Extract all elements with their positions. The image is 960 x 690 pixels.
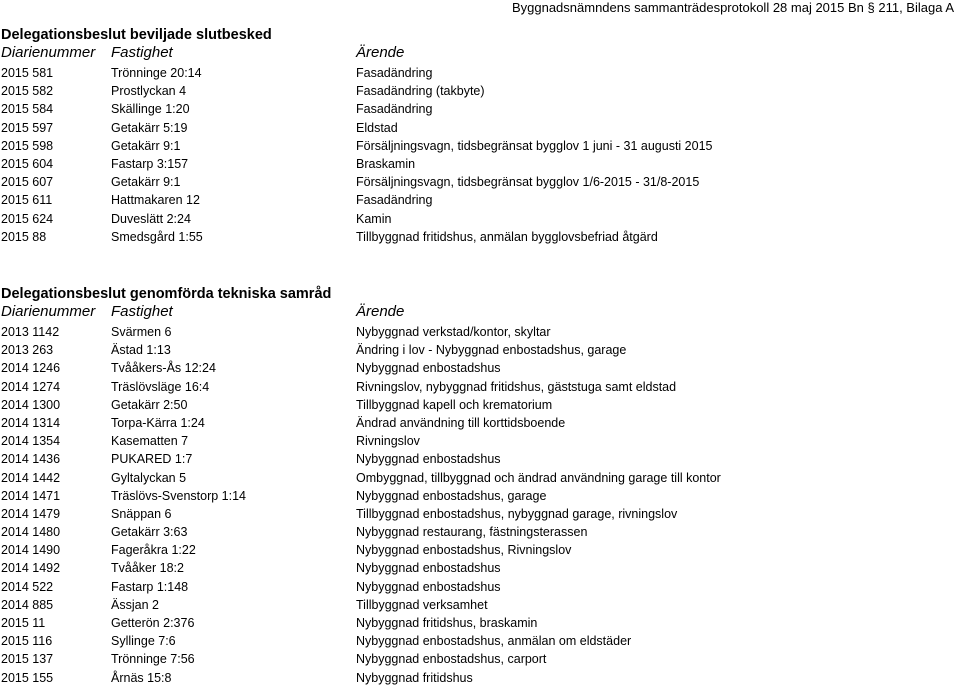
table-row: [0, 119, 960, 137]
cell-arende: Nybyggnad enbostadshus, Rivningslov: [356, 543, 572, 558]
protocol-header: Byggnadsnämndens sammanträdesprotokoll 28 maj 2015 Bn § 211, Bilaga A: [511, 0, 954, 15]
table-row: [0, 559, 960, 577]
cell-fastighet: Årnäs 15:8: [111, 670, 172, 685]
cell-diarienummer: 2015 116: [1, 634, 53, 649]
cell-fastighet: Ästad 1:13: [111, 343, 171, 358]
cell-fastighet: Trönninge 7:56: [111, 652, 195, 667]
cell-arende: Tillbyggnad verksamhet: [356, 597, 488, 612]
cell-fastighet: Hattmakaren 12: [111, 193, 200, 208]
cell-diarienummer: 2015 584: [1, 102, 54, 117]
cell-diarienummer: 2015 582: [1, 84, 54, 99]
cell-arende: Rivningslov, nybyggnad fritidshus, gäststuga samt eldstad: [356, 379, 677, 394]
cell-fastighet: Getakärr 5:19: [111, 120, 188, 135]
cell-arende: Nybyggnad enbostadshus: [356, 361, 501, 376]
cell-arende: Eldstad: [356, 120, 398, 135]
table-row: [0, 432, 960, 450]
cell-diarienummer: 2014 1490: [1, 543, 61, 558]
cell-fastighet: Syllinge 7:6: [111, 634, 176, 649]
column-headers: [0, 44, 960, 64]
cell-arende: Nybyggnad fritidshus: [356, 670, 473, 685]
column-headers: [0, 303, 960, 323]
cell-fastighet: Snäppan 6: [111, 506, 172, 521]
cell-arende: Kamin: [356, 211, 392, 226]
table-row: [0, 341, 960, 359]
cell-diarienummer: 2014 1492: [1, 561, 61, 576]
table-row: [0, 173, 960, 191]
cell-diarienummer: 2014 1471: [1, 488, 61, 503]
cell-diarienummer: 2015 155: [1, 670, 54, 685]
section-title: Delegationsbeslut genomförda tekniska samråd: [1, 286, 332, 302]
cell-arende: Nybyggnad enbostadshus: [356, 561, 501, 576]
cell-fastighet: Trönninge 20:14: [111, 66, 202, 80]
table-row: [0, 396, 960, 414]
table-row: [0, 541, 960, 559]
cell-arende: Fasadändring: [356, 66, 433, 80]
table-row: [0, 155, 960, 173]
cell-diarienummer: 2015 604: [1, 156, 54, 171]
cell-fastighet: Svärmen 6: [111, 325, 172, 339]
cell-diarienummer: 2014 1314: [1, 415, 61, 430]
section-slutbesked: [0, 26, 960, 246]
cell-arende: Försäljningsvagn, tidsbegränsat bygglov 1/6-2015 - 31/8-2015: [356, 175, 700, 190]
cell-fastighet: Prostlyckan 4: [111, 84, 187, 99]
cell-diarienummer: 2013 263: [1, 343, 54, 358]
cell-arende: Tillbyggnad kapell och krematorium: [356, 397, 553, 412]
cell-arende: Nybyggnad restaurang, fästningsterassen: [356, 525, 588, 540]
cell-arende: Fasadändring (takbyte): [356, 84, 485, 99]
cell-diarienummer: 2014 1300: [1, 397, 61, 412]
cell-arende: Nybyggnad verkstad/kontor, skyltar: [356, 325, 551, 339]
table-body: [0, 64, 960, 246]
cell-fastighet: Getakärr 3:63: [111, 525, 188, 540]
cell-diarienummer: 2014 1274: [1, 379, 61, 394]
table-row: [0, 505, 960, 523]
cell-fastighet: Träslövsläge 16:4: [111, 379, 210, 394]
column-header-fastighet: Fastighet: [111, 44, 173, 61]
column-header-diarienummer: Diarienummer: [1, 44, 96, 61]
section-title: Delegationsbeslut beviljade slutbesked: [1, 27, 272, 43]
table-row: [0, 64, 960, 82]
table-row: [0, 137, 960, 155]
cell-fastighet: Torpa-Kärra 1:24: [111, 415, 205, 430]
cell-arende: Ombyggnad, tillbyggnad och ändrad användning garage till kontor: [356, 470, 721, 485]
cell-arende: Nybyggnad enbostadshus, anmälan om eldstäder: [356, 634, 632, 649]
column-header-arende: Ärende: [356, 44, 405, 61]
table-row: [0, 378, 960, 396]
cell-diarienummer: 2015 624: [1, 211, 54, 226]
table-row: [0, 596, 960, 614]
cell-arende: Nybyggnad enbostadshus: [356, 579, 501, 594]
cell-fastighet: Gyltalyckan 5: [111, 470, 187, 485]
table-body: [0, 323, 960, 687]
cell-diarienummer: 2014 1480: [1, 525, 61, 540]
cell-fastighet: Tvååker 18:2: [111, 561, 184, 576]
cell-diarienummer: 2014 522: [1, 579, 54, 594]
cell-diarienummer: 2015 597: [1, 120, 54, 135]
cell-arende: Nybyggnad enbostadshus: [356, 452, 501, 467]
table-row: [0, 228, 960, 246]
cell-diarienummer: 2015 581: [1, 66, 54, 80]
table-row: [0, 359, 960, 377]
cell-diarienummer: 2015 607: [1, 175, 54, 190]
table-row: [0, 100, 960, 118]
cell-diarienummer: 2014 885: [1, 597, 54, 612]
cell-arende: Försäljningsvagn, tidsbegränsat bygglov 1 juni - 31 augusti 2015: [356, 138, 713, 153]
cell-arende: Ändrad användning till korttidsboende: [356, 415, 566, 430]
cell-fastighet: Fastarp 1:148: [111, 579, 189, 594]
cell-fastighet: Ässjan 2: [111, 597, 159, 612]
table-row: [0, 450, 960, 468]
cell-fastighet: Träslövs-Svenstorp 1:14: [111, 488, 247, 503]
cell-diarienummer: 2015 137: [1, 652, 54, 667]
cell-diarienummer: 2014 1442: [1, 470, 61, 485]
cell-arende: Tillbyggnad enbostadshus, nybyggnad garage, rivningslov: [356, 506, 678, 521]
table-row: [0, 669, 960, 687]
cell-fastighet: Tvååkers-Ås 12:24: [111, 361, 216, 376]
cell-arende: Tillbyggnad fritidshus, anmälan bygglovsbefriad åtgärd: [356, 229, 658, 244]
cell-diarienummer: 2014 1246: [1, 361, 61, 376]
cell-diarienummer: 2015 598: [1, 138, 54, 153]
table-row: [0, 414, 960, 432]
cell-diarienummer: 2014 1479: [1, 506, 61, 521]
cell-diarienummer: 2014 1436: [1, 452, 61, 467]
table-row: [0, 632, 960, 650]
cell-arende: Nybyggnad enbostadshus, garage: [356, 488, 547, 503]
cell-arende: Nybyggnad enbostadshus, carport: [356, 652, 547, 667]
cell-arende: Braskamin: [356, 156, 416, 171]
column-header-diarienummer: Diarienummer: [1, 303, 96, 320]
cell-arende: Nybyggnad fritidshus, braskamin: [356, 616, 538, 630]
table-row: [0, 650, 960, 668]
cell-fastighet: Getakärr 2:50: [111, 397, 188, 412]
table-row: [0, 578, 960, 596]
cell-diarienummer: 2014 1354: [1, 434, 61, 449]
cell-fastighet: Duveslätt 2:24: [111, 211, 191, 226]
cell-fastighet: Getterön 2:376: [111, 616, 195, 630]
cell-diarienummer: 2015 11: [1, 616, 46, 630]
column-header-fastighet: Fastighet: [111, 303, 173, 320]
cell-fastighet: Getakärr 9:1: [111, 138, 181, 153]
table-row: [0, 210, 960, 228]
cell-arende: Rivningslov: [356, 434, 420, 449]
cell-diarienummer: 2015 88: [1, 229, 47, 244]
cell-fastighet: PUKARED 1:7: [111, 452, 193, 467]
cell-fastighet: Smedsgård 1:55: [111, 229, 203, 244]
cell-diarienummer: 2013 1142: [1, 325, 60, 339]
cell-arende: Ändring i lov - Nybyggnad enbostadshus, garage: [356, 343, 627, 358]
cell-fastighet: Fageråkra 1:22: [111, 543, 196, 558]
table-row: [0, 523, 960, 541]
cell-diarienummer: 2015 611: [1, 193, 53, 208]
section-tekniska-samrad: [0, 285, 960, 687]
cell-fastighet: Skällinge 1:20: [111, 102, 190, 117]
table-row: [0, 469, 960, 487]
table-row: [0, 323, 960, 341]
table-row: [0, 487, 960, 505]
cell-fastighet: Fastarp 3:157: [111, 156, 189, 171]
table-row: [0, 614, 960, 632]
column-header-arende: Ärende: [356, 303, 405, 320]
table-row: [0, 82, 960, 100]
cell-fastighet: Getakärr 9:1: [111, 175, 181, 190]
cell-arende: Fasadändring: [356, 102, 433, 117]
cell-arende: Fasadändring: [356, 193, 433, 208]
table-row: [0, 191, 960, 209]
cell-fastighet: Kasematten 7: [111, 434, 189, 449]
